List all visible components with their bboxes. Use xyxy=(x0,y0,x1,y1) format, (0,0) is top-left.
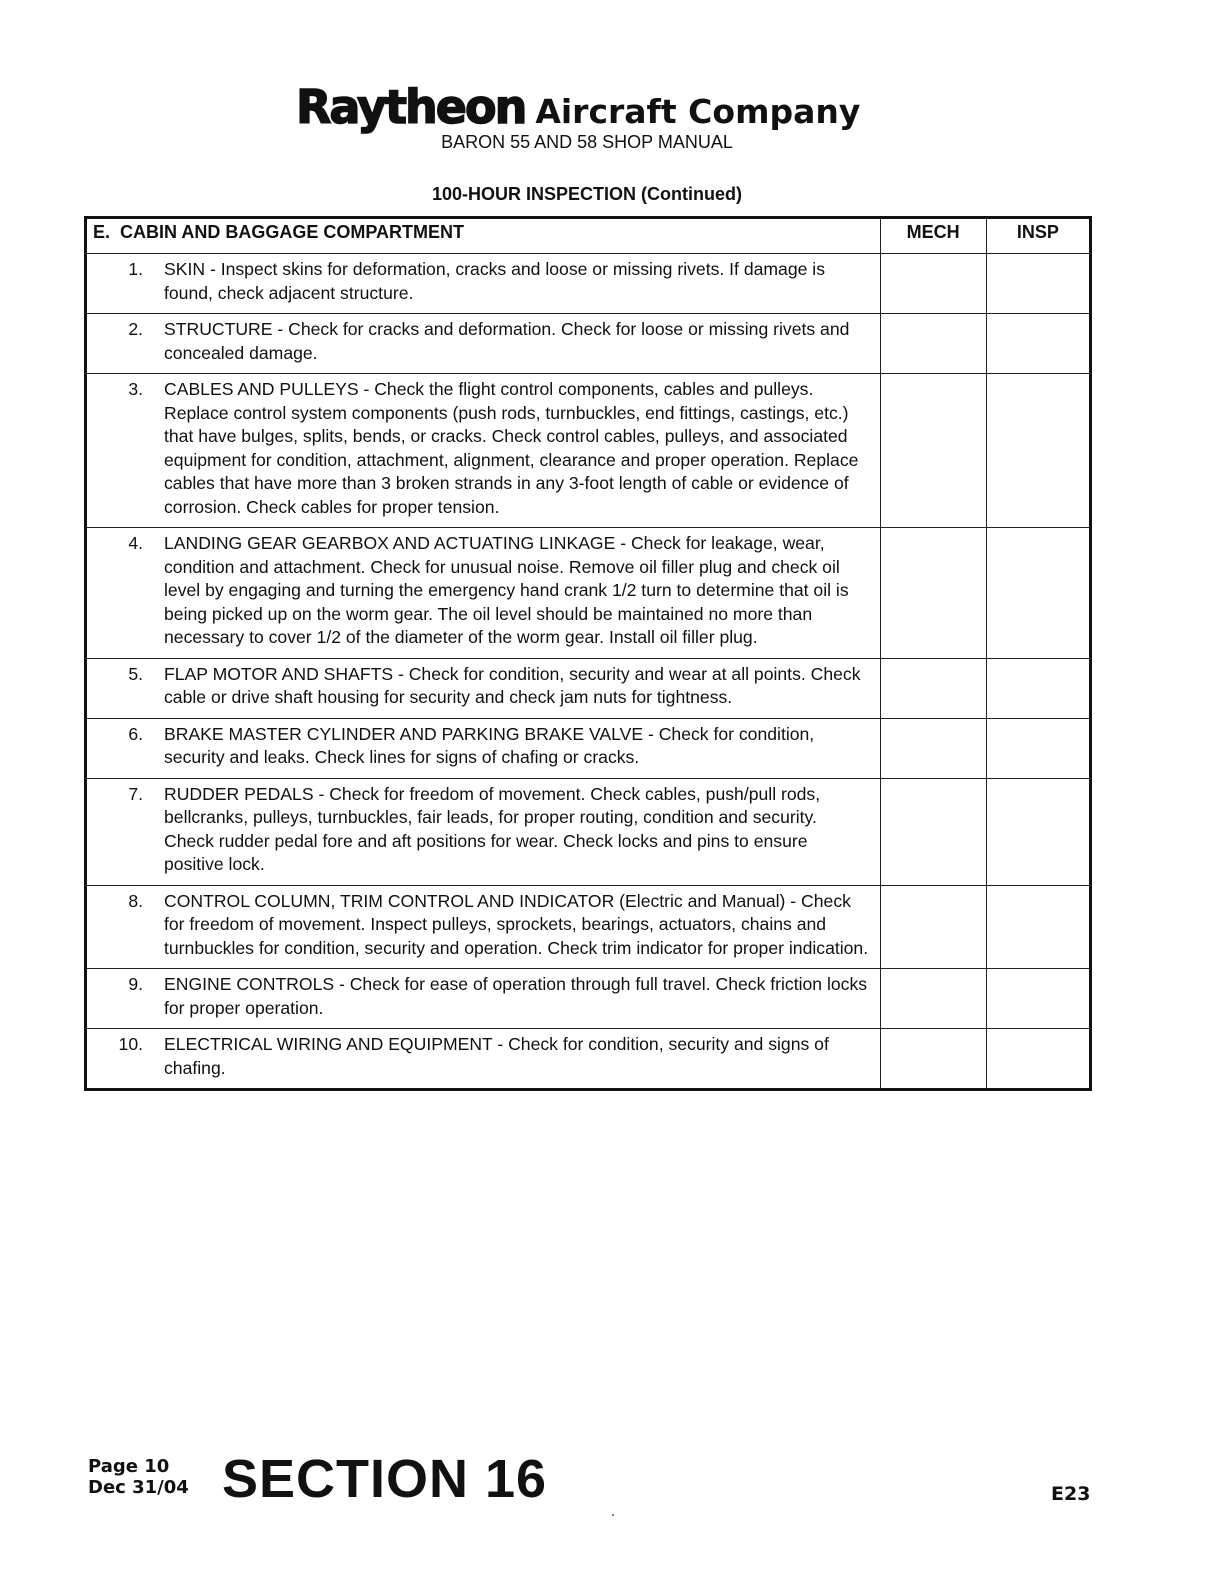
table-row xyxy=(86,528,1091,659)
insp-signoff-cell[interactable] xyxy=(986,718,1090,778)
item-cell xyxy=(86,658,881,718)
mech-signoff-cell[interactable] xyxy=(880,885,986,969)
section-letter: E. xyxy=(93,222,111,242)
insp-column-header: INSP xyxy=(986,218,1090,254)
item-number: 2. xyxy=(128,319,143,339)
item-cell xyxy=(86,778,881,885)
item-number: 5. xyxy=(128,663,143,684)
table-row xyxy=(86,778,1091,885)
insp-signoff-cell[interactable] xyxy=(986,778,1090,885)
revision-date: Dec 31/04 xyxy=(88,1477,189,1498)
item-text: FLAP MOTOR AND SHAFTS - Check for condition, security and wear at all points. Check cable or drive shaft housing for security and check jam nuts for tightness. xyxy=(164,663,861,707)
item-cell xyxy=(86,528,881,659)
mech-signoff-cell[interactable] xyxy=(880,778,986,885)
item-number: 8. xyxy=(128,890,143,911)
mech-signoff-cell[interactable] xyxy=(880,718,986,778)
table-row xyxy=(86,718,1091,778)
mech-column-header: MECH xyxy=(880,218,986,254)
page-code: E23 xyxy=(1051,1483,1091,1505)
item-number: 7. xyxy=(128,783,143,804)
mech-signoff-cell[interactable] xyxy=(880,658,986,718)
table-row xyxy=(86,254,1091,314)
section-label: SECTION 16 xyxy=(222,1449,548,1509)
mech-signoff-cell[interactable] xyxy=(880,1029,986,1090)
scan-speck xyxy=(612,1514,614,1516)
mech-signoff-cell[interactable] xyxy=(880,254,986,314)
item-cell xyxy=(86,254,881,314)
item-text: CABLES AND PULLEYS - Check the flight control components, cables and pulleys. Replace control system components (push rods, turnbuckles, end fittings, castings, etc.) that have bulges, splits, bends, or cracks. Check control cables, pulleys, and associated equipment for condition, attachment, alignment, clearance and proper operation. Replace cables that have more than 3 broken strands in any 3-foot length of cable or evidence of corrosion. Check cables for proper tension. xyxy=(164,379,859,517)
insp-signoff-cell[interactable] xyxy=(986,314,1090,374)
table-row xyxy=(86,1029,1091,1090)
insp-signoff-cell[interactable] xyxy=(986,254,1090,314)
mech-signoff-cell[interactable] xyxy=(880,314,986,374)
page-number: Page 10 xyxy=(88,1456,170,1477)
item-number: 6. xyxy=(128,723,143,744)
table-row xyxy=(86,374,1091,528)
insp-signoff-cell[interactable] xyxy=(986,528,1090,659)
company-logo xyxy=(296,80,861,134)
item-cell xyxy=(86,718,881,778)
item-cell xyxy=(86,314,881,374)
item-number: 3. xyxy=(128,379,143,399)
item-number: 9. xyxy=(128,974,143,994)
insp-signoff-cell[interactable] xyxy=(986,885,1090,969)
insp-signoff-cell[interactable] xyxy=(986,1029,1090,1090)
insp-signoff-cell[interactable] xyxy=(986,374,1090,528)
item-cell xyxy=(86,374,881,528)
brand-company: Aircraft Company xyxy=(535,92,861,131)
item-text: SKIN - Inspect skins for deformation, cracks and loose or missing rivets. If damage is found, check adjacent structure. xyxy=(164,259,826,303)
mech-signoff-cell[interactable] xyxy=(880,969,986,1029)
manual-title: BARON 55 AND 58 SHOP MANUAL xyxy=(441,132,733,152)
section-title-header xyxy=(86,218,881,254)
brand-name: Raytheon xyxy=(296,80,526,134)
insp-signoff-cell[interactable] xyxy=(986,969,1090,1029)
table-row xyxy=(86,314,1091,374)
inspection-checklist-table xyxy=(84,216,1092,1091)
section-title: CABIN AND BAGGAGE COMPARTMENT xyxy=(120,222,465,242)
item-text: RUDDER PEDALS - Check for freedom of movement. Check cables, push/pull rods, bellcranks, pulleys, turnbuckles, fair leads, for proper routing, condition and security. Check rudder pedal fore and aft positions for wear. Check locks and pins to ensure positive lock. xyxy=(164,783,821,874)
item-number: 1. xyxy=(128,259,143,279)
item-text: BRAKE MASTER CYLINDER AND PARKING BRAKE VALVE - Check for condition, security and leaks. Check lines for signs of chafing or cracks. xyxy=(164,723,815,767)
item-text: CONTROL COLUMN, TRIM CONTROL AND INDICATOR (Electric and Manual) - Check for freedom of movement. Inspect pulleys, sprockets, bearings, actuators, chains and turnbuckles for condition, security and operation. Check trim indicator for proper indication. xyxy=(164,890,869,958)
item-number: 10. xyxy=(118,1034,143,1054)
insp-signoff-cell[interactable] xyxy=(986,658,1090,718)
table-row xyxy=(86,658,1091,718)
item-cell xyxy=(86,885,881,969)
table-header-row xyxy=(86,218,1091,254)
table-row xyxy=(86,969,1091,1029)
item-text: STRUCTURE - Check for cracks and deformation. Check for loose or missing rivets and concealed damage. xyxy=(164,319,850,363)
mech-signoff-cell[interactable] xyxy=(880,528,986,659)
item-cell xyxy=(86,969,881,1029)
page-info xyxy=(88,1456,189,1498)
table-row xyxy=(86,885,1091,969)
page-heading: 100-HOUR INSPECTION (Continued) xyxy=(431,184,742,204)
mech-signoff-cell[interactable] xyxy=(880,374,986,528)
item-number: 4. xyxy=(128,533,143,553)
item-text: ENGINE CONTROLS - Check for ease of operation through full travel. Check friction locks for proper operation. xyxy=(164,974,868,1018)
item-text: LANDING GEAR GEARBOX AND ACTUATING LINKAGE - Check for leakage, wear, condition and attachment. Check for unusual noise. Remove oil filler plug and check oil level by engaging and turning the emergency hand crank 1/2 turn to determine that oil is being picked up on the worm gear. The oil level should be maintained no more than necessary to cover 1/2 of the diameter of the worm gear. Install oil filler plug. xyxy=(164,533,849,647)
item-text: ELECTRICAL WIRING AND EQUIPMENT - Check for condition, security and signs of chafing. xyxy=(164,1034,829,1078)
item-cell xyxy=(86,1029,881,1090)
